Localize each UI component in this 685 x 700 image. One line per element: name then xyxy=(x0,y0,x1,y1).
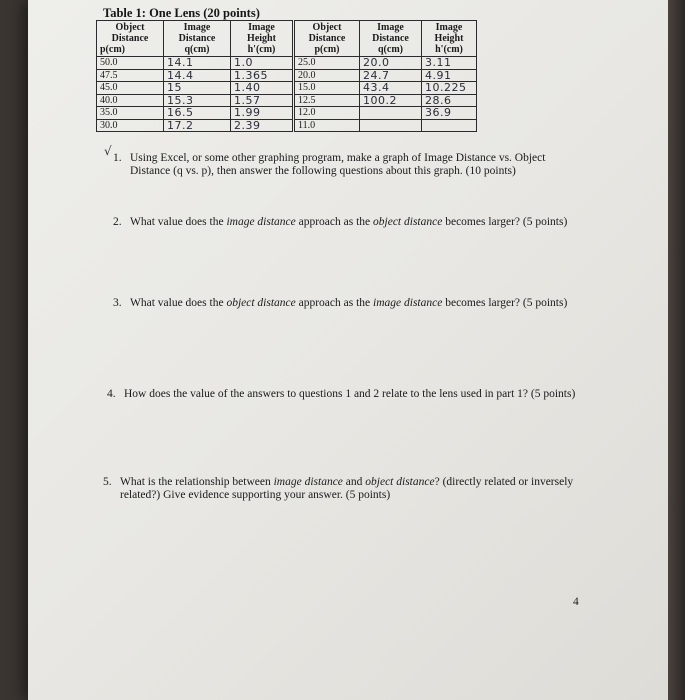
cell-image-height-2: 28.6 xyxy=(422,94,477,107)
question-5-number: 5. xyxy=(103,476,112,488)
cell-image-distance-1: 17.2 xyxy=(164,119,231,132)
cell-image-distance-1: 14.4 xyxy=(164,69,231,82)
cell-object-distance-1: 47.5 xyxy=(97,69,164,82)
cell-image-distance-2: 24.7 xyxy=(360,69,422,82)
question-4 xyxy=(107,388,587,401)
cell-object-distance-1: 50.0 xyxy=(97,57,164,70)
cell-image-height-2: 4.91 xyxy=(422,69,477,82)
question-5 xyxy=(103,476,587,502)
one-lens-table xyxy=(96,20,477,132)
cell-object-distance-2: 25.0 xyxy=(294,57,360,70)
page-number: 4 xyxy=(573,596,579,608)
question-4-number: 4. xyxy=(107,388,116,400)
question-2 xyxy=(113,216,583,229)
cell-image-height-1: 2.39 xyxy=(231,119,294,132)
question-2-text: What value does the image distance approach as the object distance becomes larger? (5 points) xyxy=(130,216,568,228)
cell-image-height-2 xyxy=(422,119,477,132)
cell-object-distance-2: 12.0 xyxy=(294,107,360,120)
cell-image-distance-1: 16.5 xyxy=(164,107,231,120)
cell-object-distance-2: 11.0 xyxy=(294,119,360,132)
question-2-number: 2. xyxy=(113,216,122,228)
question-1-number: 1. xyxy=(113,152,122,164)
cell-image-height-1: 1.57 xyxy=(231,94,294,107)
cell-object-distance-1: 35.0 xyxy=(97,107,164,120)
table-row xyxy=(97,119,477,132)
cell-image-distance-2: 43.4 xyxy=(360,82,422,95)
cell-image-height-2: 3.11 xyxy=(422,57,477,70)
question-1 xyxy=(113,152,563,178)
cell-image-distance-2: 100.2 xyxy=(360,94,422,107)
table-row xyxy=(97,57,477,70)
check-mark: √ xyxy=(104,144,112,158)
question-3-text: What value does the object distance approach as the image distance becomes larger? (5 points) xyxy=(130,297,568,309)
cell-image-distance-1: 14.1 xyxy=(164,57,231,70)
header-object-distance-2: Object Distance p(cm) xyxy=(294,21,360,57)
cell-image-distance-2: 20.0 xyxy=(360,57,422,70)
cell-object-distance-1: 40.0 xyxy=(97,94,164,107)
header-image-distance-1: Image Distance q(cm) xyxy=(164,21,231,57)
question-3 xyxy=(113,297,583,310)
table-row xyxy=(97,107,477,120)
cell-image-height-1: 1.99 xyxy=(231,107,294,120)
cell-image-height-1: 1.0 xyxy=(231,57,294,70)
header-image-height-2: Image Height h'(cm) xyxy=(422,21,477,57)
cell-object-distance-2: 20.0 xyxy=(294,69,360,82)
cell-object-distance-1: 30.0 xyxy=(97,119,164,132)
question-3-number: 3. xyxy=(113,297,122,309)
background-edge xyxy=(668,0,685,700)
question-1-text: Using Excel, or some other graphing program, make a graph of Image Distance vs. Object Distance (q vs. p), then answer the following questions about this graph. (10 points) xyxy=(130,152,546,177)
cell-image-height-1: 1.40 xyxy=(231,82,294,95)
cell-object-distance-2: 12.5 xyxy=(294,94,360,107)
table-body xyxy=(97,57,477,132)
table-row xyxy=(97,69,477,82)
cell-image-distance-1: 15 xyxy=(164,82,231,95)
cell-image-height-2: 36.9 xyxy=(422,107,477,120)
header-image-distance-2: Image Distance q(cm) xyxy=(360,21,422,57)
table-header-row xyxy=(97,21,477,57)
cell-object-distance-1: 45.0 xyxy=(97,82,164,95)
question-4-text: How does the value of the answers to questions 1 and 2 relate to the lens used in part 1? (5 points) xyxy=(124,388,576,400)
table-row xyxy=(97,94,477,107)
header-image-height-1: Image Height h'(cm) xyxy=(231,21,294,57)
cell-image-height-2: 10.225 xyxy=(422,82,477,95)
cell-object-distance-2: 15.0 xyxy=(294,82,360,95)
cell-image-height-1: 1.365 xyxy=(231,69,294,82)
table-row xyxy=(97,82,477,95)
cell-image-distance-1: 15.3 xyxy=(164,94,231,107)
cell-image-distance-2 xyxy=(360,107,422,120)
cell-image-distance-2 xyxy=(360,119,422,132)
question-5-text: What is the relationship between image distance and object distance? (directly related or inversely related?) Give evidence supporting your answer. (5 points) xyxy=(120,476,574,501)
table-title: Table 1: One Lens (20 points) xyxy=(103,6,260,20)
header-object-distance-1: Object Distance p(cm) xyxy=(97,21,164,57)
